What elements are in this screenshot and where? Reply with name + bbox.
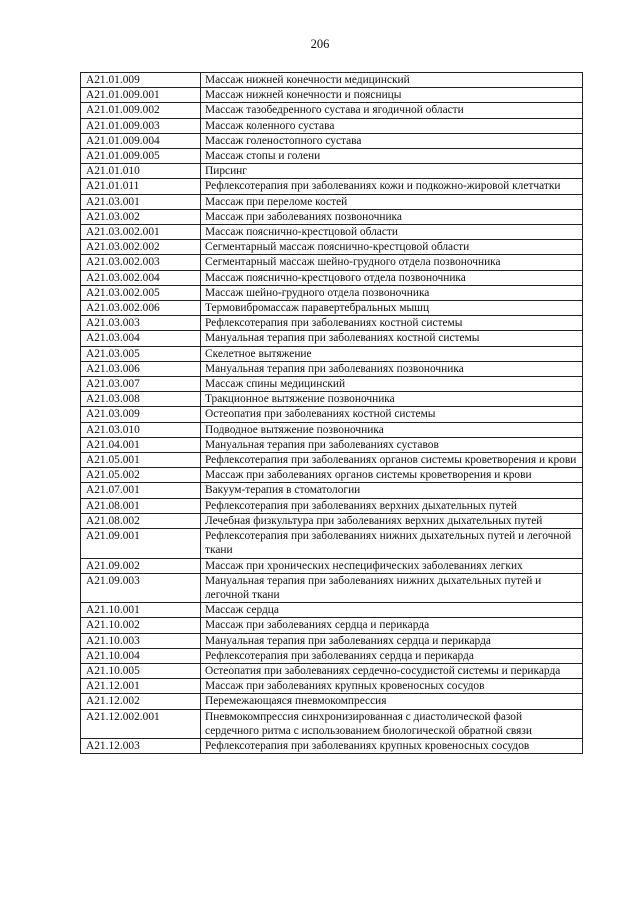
table-row [81,709,583,738]
service-name: Мануальная терапия при заболеваниях костной системы [201,331,583,346]
service-name: Сегментарный массаж шейно-грудного отдела позвоночника [201,255,583,270]
service-name: Пирсинг [201,164,583,179]
service-code: A21.09.002 [81,558,201,573]
service-code: A21.03.006 [81,361,201,376]
service-name: Массаж шейно-грудного отдела позвоночника [201,285,583,300]
service-name: Массаж при заболеваниях позвоночника [201,209,583,224]
service-code: A21.10.004 [81,648,201,663]
table-row [81,133,583,148]
table-row [81,73,583,88]
service-name: Массаж стопы и голени [201,149,583,164]
table-row [81,225,583,240]
service-code: A21.07.001 [81,483,201,498]
service-name: Рефлексотерапия при заболеваниях крупных кровеносных сосудов [201,738,583,753]
service-code: A21.01.009.002 [81,103,201,118]
service-name: Массаж при заболеваниях крупных кровеносных сосудов [201,679,583,694]
table-row [81,407,583,422]
service-code: A21.01.009.001 [81,88,201,103]
table-row [81,194,583,209]
service-code: A21.12.002 [81,694,201,709]
service-name: Рефлексотерапия при заболеваниях кожи и подкожно-жировой клетчатки [201,179,583,194]
table-row [81,301,583,316]
service-code: A21.03.004 [81,331,201,346]
service-name: Сегментарный массаж пояснично-крестцовой области [201,240,583,255]
service-code: A21.03.002.004 [81,270,201,285]
service-code: A21.08.002 [81,513,201,528]
service-code: A21.10.002 [81,618,201,633]
table-row [81,361,583,376]
service-code: A21.03.007 [81,377,201,392]
table-row [81,270,583,285]
service-name: Рефлексотерапия при заболеваниях костной системы [201,316,583,331]
service-code: A21.03.002 [81,209,201,224]
service-name: Массаж голеностопного сустава [201,133,583,148]
service-code: A21.03.002.005 [81,285,201,300]
service-code: A21.03.003 [81,316,201,331]
service-code: A21.03.008 [81,392,201,407]
service-name: Пневмокомпрессия синхронизированная с диастолической фазой сердечного ритма с использованием биологической обратной связи [201,709,583,738]
service-name: Массаж нижней конечности медицинский [201,73,583,88]
service-code: A21.03.002.001 [81,225,201,240]
table-row [81,331,583,346]
table-row [81,346,583,361]
service-name: Перемежающаяся пневмокомпрессия [201,694,583,709]
table-body [81,73,583,754]
table-row [81,679,583,694]
service-name: Остеопатия при заболеваниях сердечно-сосудистой системы и перикарда [201,663,583,678]
service-name: Остеопатия при заболеваниях костной системы [201,407,583,422]
service-name: Мануальная терапия при заболеваниях нижних дыхательных путей и легочной ткани [201,573,583,602]
table-row [81,483,583,498]
service-code: A21.12.002.001 [81,709,201,738]
service-code: A21.03.002.002 [81,240,201,255]
table-row [81,603,583,618]
service-code: A21.03.002.006 [81,301,201,316]
service-code: A21.03.010 [81,422,201,437]
table-row [81,179,583,194]
service-name: Массаж при заболеваниях органов системы кроветворения и крови [201,468,583,483]
table-row [81,558,583,573]
table-row [81,255,583,270]
table-row [81,103,583,118]
service-name: Скелетное вытяжение [201,346,583,361]
service-code: A21.05.001 [81,453,201,468]
service-code: A21.01.009.005 [81,149,201,164]
service-code: A21.01.011 [81,179,201,194]
service-code: A21.08.001 [81,498,201,513]
service-name: Рефлексотерапия при заболеваниях сердца и перикарда [201,648,583,663]
table-row [81,377,583,392]
service-name: Рефлексотерапия при заболеваниях органов системы кроветворения и крови [201,453,583,468]
service-name: Рефлексотерапия при заболеваниях верхних дыхательных путей [201,498,583,513]
table-row [81,240,583,255]
service-code: A21.12.003 [81,738,201,753]
service-code: A21.09.003 [81,573,201,602]
service-name: Массаж спины медицинский [201,377,583,392]
service-name: Массаж при переломе костей [201,194,583,209]
table-row [81,422,583,437]
service-name: Тракционное вытяжение позвоночника [201,392,583,407]
table-row [81,648,583,663]
service-code: A21.01.009.004 [81,133,201,148]
service-name: Массаж сердца [201,603,583,618]
table-row [81,285,583,300]
service-code: A21.10.005 [81,663,201,678]
service-name: Мануальная терапия при заболеваниях суставов [201,437,583,452]
service-code: A21.05.002 [81,468,201,483]
table-row [81,738,583,753]
service-code: A21.03.009 [81,407,201,422]
service-name: Массаж пояснично-крестцовой области [201,225,583,240]
table-row [81,468,583,483]
service-name: Массаж коленного сустава [201,118,583,133]
service-code: A21.10.003 [81,633,201,648]
table-row [81,437,583,452]
service-name: Подводное вытяжение позвоночника [201,422,583,437]
table-row [81,694,583,709]
service-name: Мануальная терапия при заболеваниях сердца и перикарда [201,633,583,648]
table-row [81,453,583,468]
service-name: Массаж при хронических неспецифических заболеваниях легких [201,558,583,573]
service-name: Мануальная терапия при заболеваниях позвоночника [201,361,583,376]
service-name: Массаж тазобедренного сустава и ягодичной области [201,103,583,118]
service-name: Рефлексотерапия при заболеваниях нижних дыхательных путей и легочной ткани [201,529,583,558]
service-code: A21.12.001 [81,679,201,694]
table-row [81,118,583,133]
table-row [81,88,583,103]
service-name: Вакуум-терапия в стоматологии [201,483,583,498]
services-table [80,72,583,754]
table-row [81,633,583,648]
table-row [81,663,583,678]
table-row [81,513,583,528]
table-row [81,149,583,164]
service-code: A21.03.001 [81,194,201,209]
table-row [81,164,583,179]
service-name: Массаж при заболеваниях сердца и перикарда [201,618,583,633]
table-row [81,209,583,224]
table-row [81,618,583,633]
service-code: A21.03.005 [81,346,201,361]
service-code: A21.04.001 [81,437,201,452]
table-row [81,392,583,407]
service-code: A21.01.010 [81,164,201,179]
service-code: A21.10.001 [81,603,201,618]
service-code: A21.03.002.003 [81,255,201,270]
table-row [81,573,583,602]
service-name: Лечебная физкультура при заболеваниях верхних дыхательных путей [201,513,583,528]
table-row [81,498,583,513]
page-number: 206 [310,37,330,51]
service-code: A21.01.009.003 [81,118,201,133]
service-name: Массаж пояснично-крестцового отдела позвоночника [201,270,583,285]
table-row [81,316,583,331]
service-code: A21.09.001 [81,529,201,558]
service-name: Термовибромассаж паравертебральных мышц [201,301,583,316]
service-name: Массаж нижней конечности и поясницы [201,88,583,103]
service-code: A21.01.009 [81,73,201,88]
table-row [81,529,583,558]
